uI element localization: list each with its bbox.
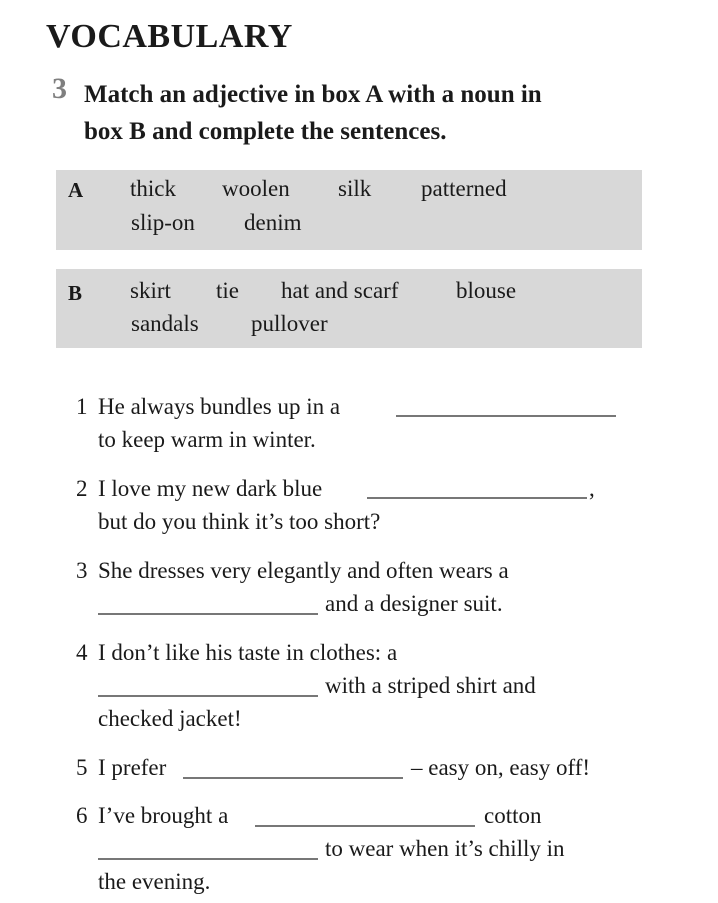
sentence-text: – easy on, easy off! — [411, 755, 591, 780]
box-b-word: skirt — [130, 278, 171, 303]
sentence-text: He always bundles up in a — [98, 394, 341, 419]
sentence-text: I prefer — [98, 755, 167, 780]
box-a-word: thick — [130, 176, 176, 201]
box-b-word: blouse — [456, 278, 517, 303]
sentence-comma: , — [589, 476, 595, 501]
sentence-text: I’ve brought a — [98, 803, 229, 828]
box-a-word: silk — [338, 176, 372, 201]
box-b-word: tie — [216, 278, 239, 303]
box-b-word: pullover — [251, 311, 328, 336]
box-b-word: hat and scarf — [281, 278, 399, 303]
answer-blank[interactable] — [98, 695, 318, 697]
sentence-number: 4 — [76, 640, 88, 665]
word-box-b — [56, 269, 642, 348]
word-box-a — [56, 170, 642, 250]
box-b-letter: B — [68, 281, 83, 305]
exercise-number: 3 — [52, 72, 67, 105]
box-b-word: sandals — [131, 311, 199, 336]
sentence-text: I love my new dark blue — [98, 476, 323, 501]
sentence-text: to keep warm in winter. — [98, 427, 316, 452]
box-a-word: denim — [244, 210, 302, 235]
sentence-number: 6 — [76, 803, 88, 828]
box-a-letter: A — [68, 178, 84, 202]
sentence-text: but do you think it’s too short? — [98, 509, 381, 534]
sentence-text: cotton — [484, 803, 542, 828]
box-a-word: slip-on — [131, 210, 195, 235]
answer-blank[interactable] — [98, 613, 318, 615]
section-heading: VOCABULARY — [46, 18, 293, 55]
sentence-number: 5 — [76, 755, 88, 780]
sentence-number: 2 — [76, 476, 88, 501]
instruction-line-2: box B and complete the sentences. — [84, 118, 447, 145]
box-a-word: patterned — [421, 176, 507, 201]
sentence-text: She dresses very elegantly and often wears a — [98, 558, 509, 583]
instruction-line-1: Match an adjective in box A with a noun in — [84, 81, 542, 108]
sentence-text: checked jacket! — [98, 706, 242, 731]
sentence-text: the evening. — [98, 869, 211, 894]
sentence-number: 1 — [76, 394, 88, 419]
sentence-text: with a striped shirt and — [325, 673, 536, 698]
answer-blank[interactable] — [255, 825, 475, 827]
answer-blank[interactable] — [98, 858, 318, 860]
answer-blank[interactable] — [396, 415, 616, 417]
exercise-instruction — [84, 76, 644, 150]
answer-blank[interactable] — [183, 777, 403, 779]
sentence-text: I don’t like his taste in clothes: a — [98, 640, 398, 665]
answer-blank[interactable] — [367, 497, 587, 499]
sentence-text: and a designer suit. — [325, 591, 503, 616]
box-a-word: woolen — [222, 176, 290, 201]
sentence-number: 3 — [76, 558, 88, 583]
sentence-text: to wear when it’s chilly in — [325, 836, 565, 861]
